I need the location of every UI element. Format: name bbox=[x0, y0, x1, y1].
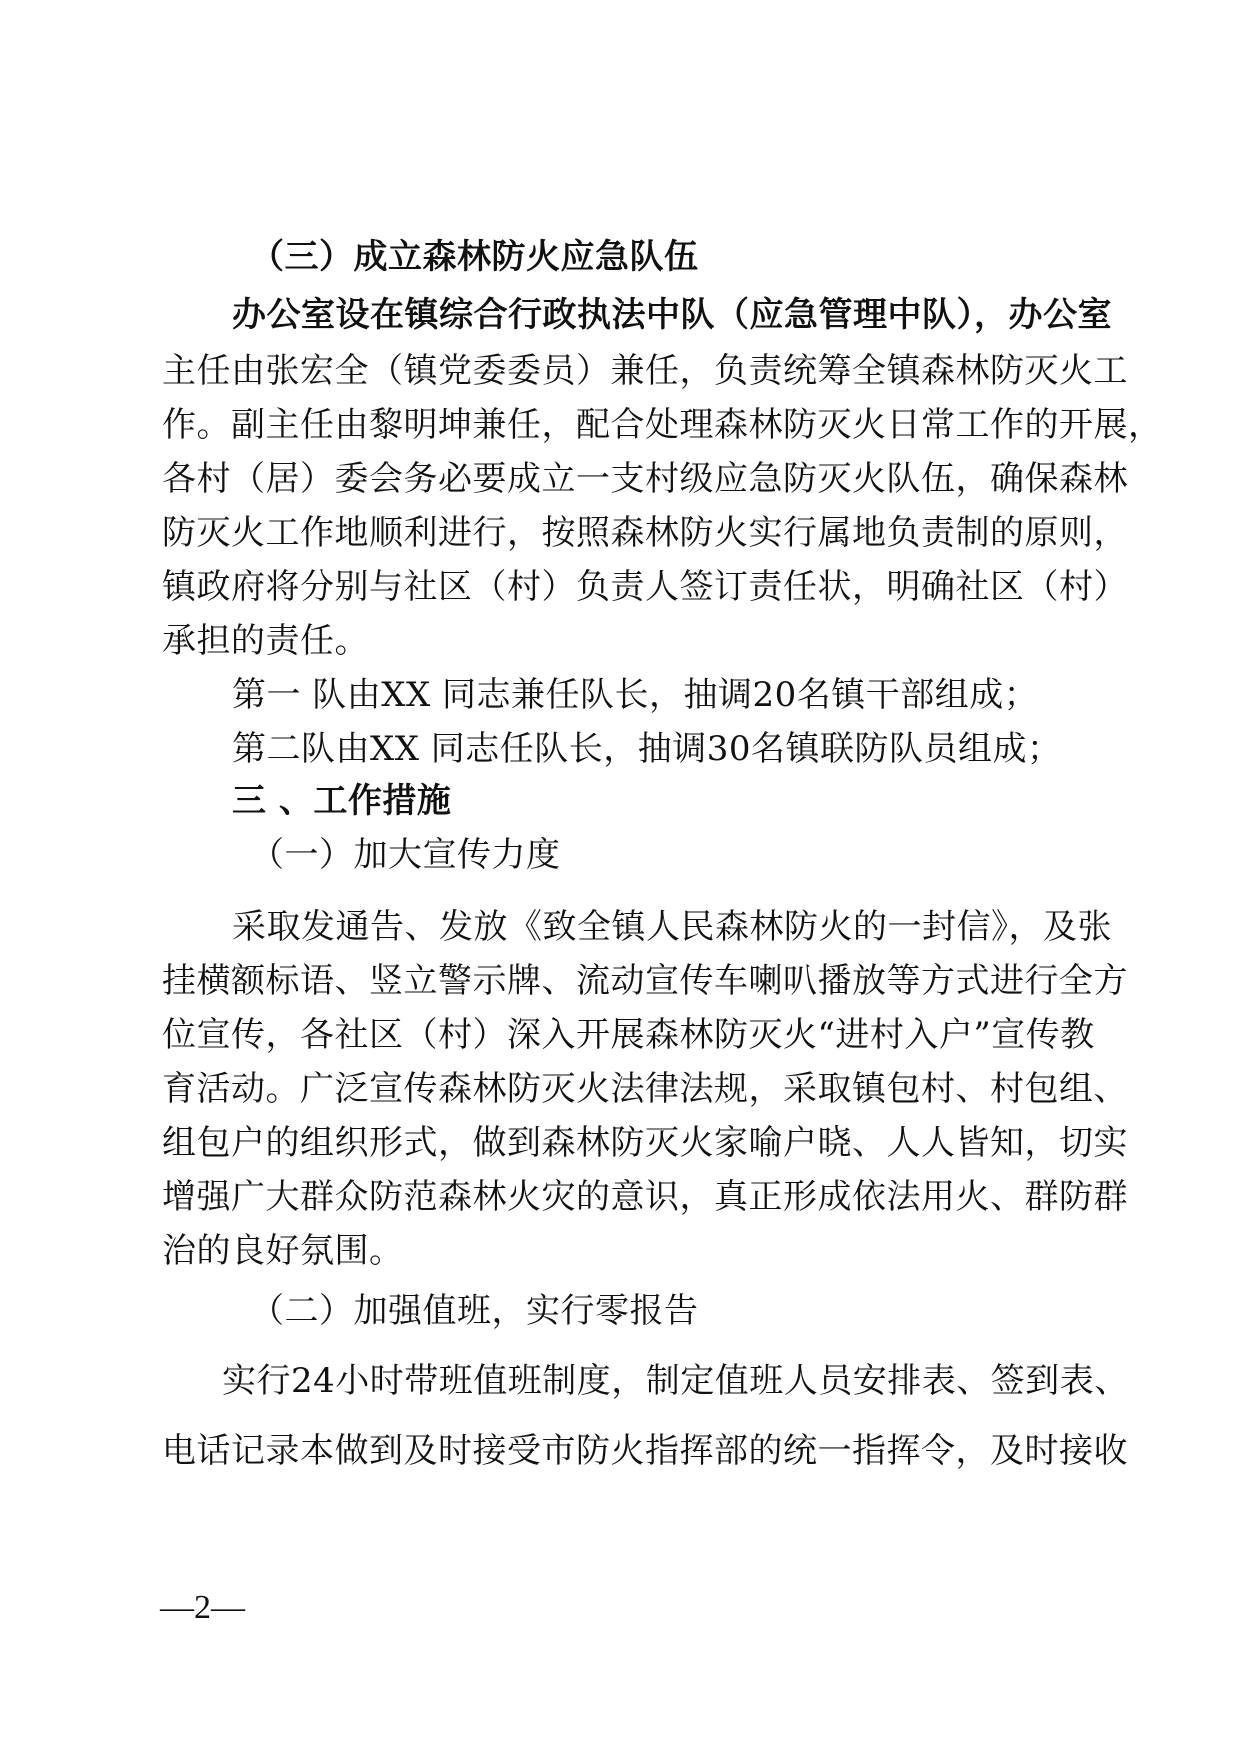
office-paragraph-line-5: 防灭火工作地顺利进行，按照森林防火实行属地负责制的原则， bbox=[162, 513, 1128, 553]
subheading-duty: （二）加强值班，实行零报告 bbox=[250, 1291, 699, 1331]
propaganda-paragraph-line-4: 育活动。广泛宣传森林防灭火法律法规，采取镇包村、村包组、 bbox=[162, 1069, 1128, 1109]
propaganda-paragraph-line-6: 增强广大群众防范森林火灾的意识，真正形成依法用火、群防群 bbox=[162, 1177, 1128, 1217]
duty-paragraph-line-1: 实行24小时带班值班制度，制定值班人员安排表、签到表、 bbox=[222, 1361, 1129, 1401]
team-one-line: 第一 队由XX 同志兼任队长，抽调20名镇干部组成； bbox=[232, 675, 1039, 715]
office-paragraph-line-7: 承担的责任。 bbox=[162, 621, 369, 661]
page-number: —2— bbox=[160, 1589, 245, 1626]
office-paragraph-line-2: 主任由张宏全（镇党委委员）兼任，负责统筹全镇森林防灭火工 bbox=[162, 351, 1128, 391]
propaganda-paragraph-line-3: 位宣传，各社区（村）深入开展森林防灭火“进村入户”宣传教 bbox=[162, 1015, 1095, 1055]
office-paragraph-line-3: 作。副主任由黎明坤兼任，配合处理森林防灭火日常工作的开展， bbox=[162, 405, 1163, 445]
section-heading-emergency-team: （三）成立森林防火应急队伍 bbox=[250, 237, 699, 277]
office-paragraph-line-1: 办公室设在镇综合行政执法中队（应急管理中队），办公室 bbox=[232, 295, 1112, 335]
team-two-line: 第二队由XX 同志任队长，抽调30名镇联防队员组成； bbox=[232, 729, 1062, 769]
section-heading-work-measures: 三 、工作措施 bbox=[232, 781, 452, 821]
duty-paragraph-line-2: 电话记录本做到及时接受市防火指挥部的统一指挥令，及时接收 bbox=[162, 1431, 1128, 1471]
propaganda-paragraph-line-2: 挂横额标语、竖立警示牌、流动宣传车喇叭播放等方式进行全方 bbox=[162, 961, 1128, 1001]
subheading-propaganda: （一）加大宣传力度 bbox=[250, 835, 561, 875]
office-paragraph-line-4: 各村（居）委会务必要成立一支村级应急防灭火队伍，确保森林 bbox=[162, 459, 1128, 499]
propaganda-paragraph-line-5: 组包户的组织形式，做到森林防灭火家喻户晓、人人皆知，切实 bbox=[162, 1123, 1128, 1163]
office-paragraph-line-6: 镇政府将分别与社区（村）负责人签订责任状，明确社区（村） bbox=[162, 567, 1128, 607]
propaganda-paragraph-line-1: 采取发通告、发放《致全镇人民森林防火的一封信》，及张 bbox=[232, 907, 1112, 947]
propaganda-paragraph-line-7: 治的良好氛围。 bbox=[162, 1231, 404, 1271]
